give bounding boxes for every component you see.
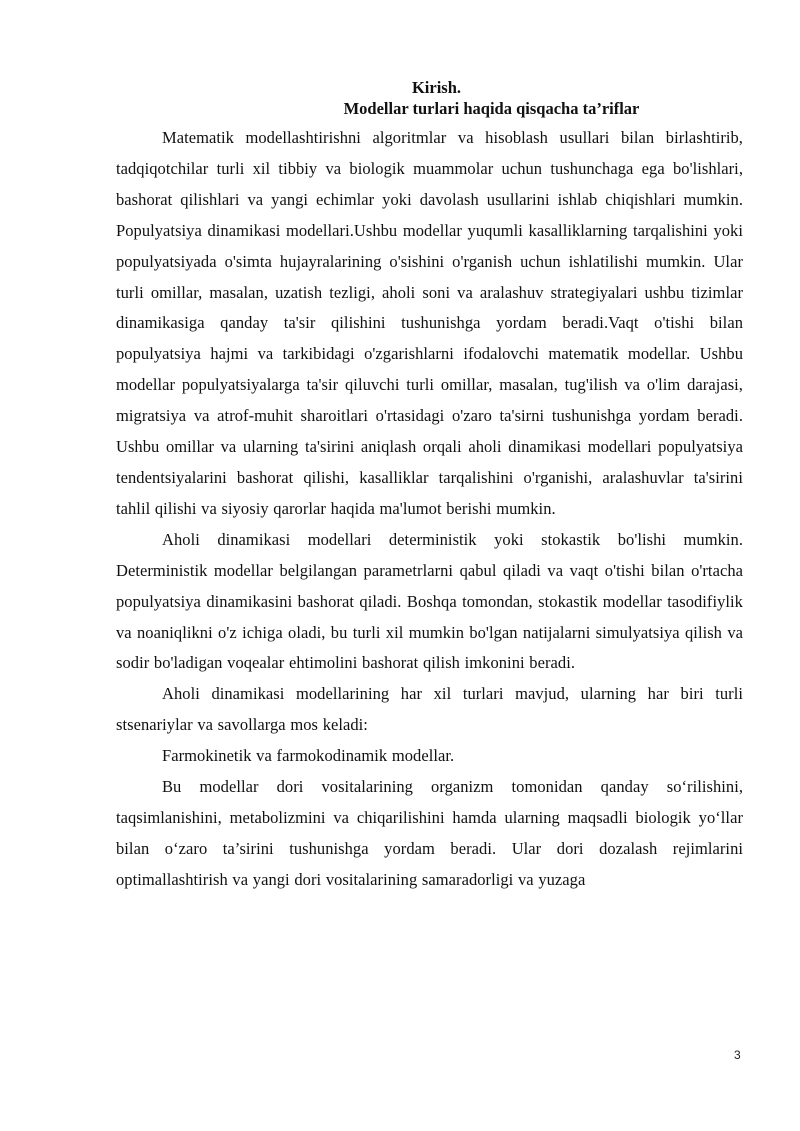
page-number: 3 — [734, 1048, 741, 1062]
heading-subtitle: Modellar turlari haqida qisqacha ta’riflar — [343, 99, 640, 118]
document-page — [116, 72, 743, 896]
paragraph-5: Bu modellar dori vositalarining organizm tomonidan qanday so‘rilishini, taqsimlanishini, metabolizmini va chiqarilishini hamda ularning maqsadli biologik yo‘llar bilan o‘zaro ta’sirini tushunishga yordam beradi. Ular dori dozalash rejimlarini optimallashtirish va yangi dori vositalarining samaradorligi va yuzaga — [116, 777, 743, 889]
heading-introduction: Kirish. — [411, 78, 462, 97]
paragraph-3: Aholi dinamikasi modellarining har xil turlari mavjud, ularning har biri turli stsenariylar va savollarga mos keladi: — [116, 684, 743, 735]
paragraph-1: Matematik modellashtirishni algoritmlar va hisoblash usullari bilan birlashtirib, tadqiqotchilar turli xil tibbiy va biologik muammolar uchun tushunchaga ega bo'lishlari, bashorat qilishlari va yangi echimlar yoki davolash usullarini ishlab chiqishlari mumkin. Populyatsiya dinamikasi modellari.Ushbu modellar yuqumli kasalliklarning tarqalishini yoki populyatsiyada o'simta hujayralarining o'sishini o'rganish uchun ishlatilishi mumkin. Ular turli omillar, masalan, uzatish tezligi, aholi soni va aralashuv strategiyalari ushbu tizimlar dinamikasiga qanday ta'sir qilishini tushunishga yordam beradi.Vaqt o'tishi bilan populyatsiya hajmi va tarkibidagi o'zgarishlarni ifodalovchi matematik modellar. Ushbu modellar populyatsiyalarga ta'sir qiluvchi turli omillar, masalan, tug'ilish va o'lim darajasi, migratsiya va atrof-muhit sharoitlari o'rtasidagi o'zaro ta'sirni tushunishga yordam beradi. Ushbu omillar va ularning ta'sirini aniqlash orqali aholi dinamikasi modellari populyatsiya tendentsiyalarini bashorat qilishi, kasalliklar tarqalishini o'rganishi, aralashuvlar ta'sirini tahlil qilishi va siyosiy qarorlar haqida ma'lumot berishi mumkin. — [116, 128, 743, 518]
paragraph-4: Farmokinetik va farmokodinamik modellar. — [162, 746, 455, 766]
paragraph-2: Aholi dinamikasi modellari deterministik yoki stokastik bo'lishi mumkin. Deterministik modellar belgilangan parametrlarni qabul qiladi va vaqt o'tishi bilan o'rtacha populyatsiya dinamikasini bashorat qiladi. Boshqa tomondan, stokastik modellar tasodifiylik va noaniqlikni o'z ichiga oladi, bu turli xil mumkin bo'lgan natijalarni simulyatsiya qilish va sodir bo'ladigan voqealar ehtimolini bashorat qilish imkonini beradi. — [116, 529, 743, 673]
